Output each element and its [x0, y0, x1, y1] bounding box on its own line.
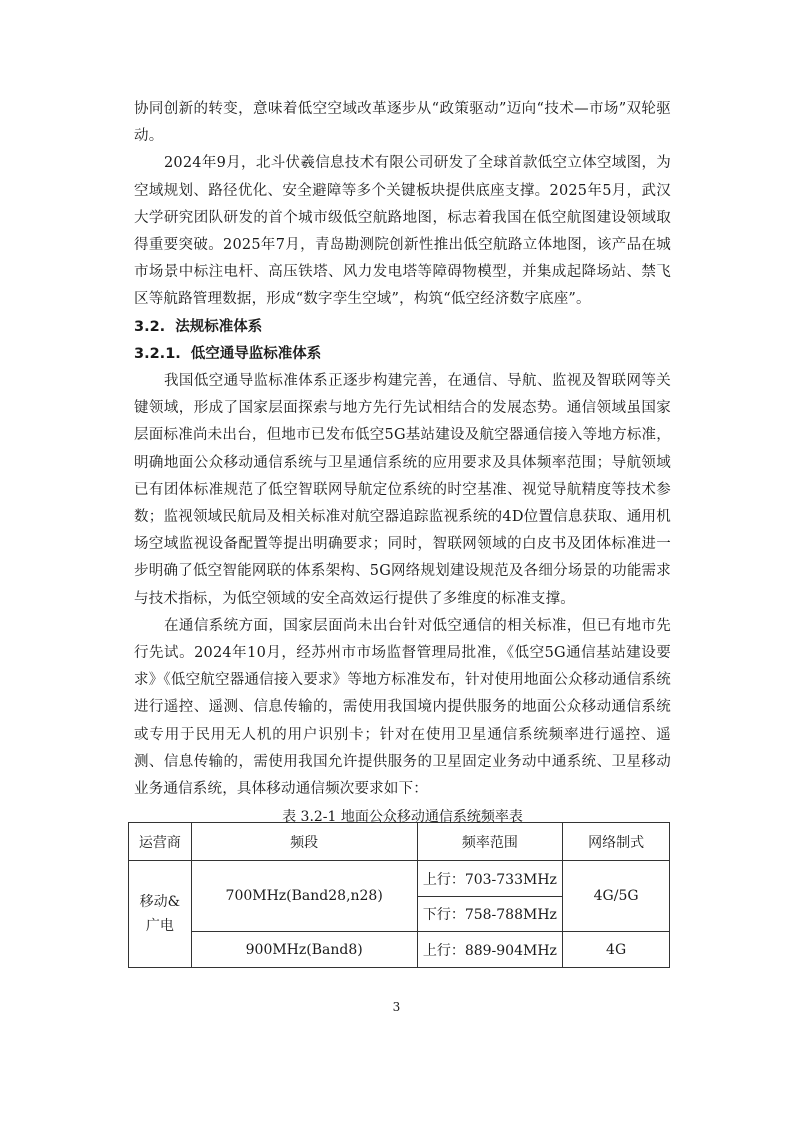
cell-band: 700MHz(Band28,n28) [191, 861, 417, 932]
cell-network: 4G [563, 932, 670, 968]
header-frequency-range: 频率范围 [417, 823, 563, 861]
header-network: 网络制式 [563, 823, 670, 861]
cell-range: 上行：889-904MHz [417, 932, 563, 968]
cell-operator: 移动&广电 [129, 861, 192, 968]
page-number: 3 [392, 1000, 401, 1014]
paragraph-continuation: 协同创新的转变，意味着低空空域改革逐步从“政策驱动”迈向“技术—市场”双轮驱动。 [134, 101, 671, 145]
table-header-row [129, 823, 670, 861]
table-row [129, 861, 670, 897]
section-heading-regulations [134, 314, 671, 341]
paragraph-airspace-maps: 2024年9月，北斗伏羲信息技术有限公司研发了全球首款低空立体空域图，为空域规划、路径优化、安全避障等多个关键板块提供底座支撑。2025年5月，武汉大学研究团队研发的首个城市级低空航路地图，标志着我国在低空航图建设领域取得重要突破。2025年7月，青岛勘测院创新性推出低空航路立体地图，该产品在城市场景中标注电杆、高压铁塔、风力发电塔等障碍物模型，并集成起降场站、禁飞区等航路管理数据，形成“数字孪生空域”，构筑“低空经济数字底座”。 [134, 155, 671, 308]
header-operator: 运营商 [129, 823, 192, 861]
section-title: 法规标准体系 [175, 318, 263, 335]
section-number: 3.2. [134, 318, 166, 335]
table-row [129, 932, 670, 968]
paragraph-standards-overview: 我国低空通导监标准体系正逐步构建完善，在通信、导航、监视及智联网等关键领域，形成了国家层面探索与地方先行先试相结合的发展态势。通信领域虽国家层面标准尚未出台，但地市已发布低空5G基站建设及航空器通信接入等地方标准，明确地面公众移动通信系统与卫星通信系统的应用要求及具体频率范围；导航领域已有团体标准规范了低空智联网导航定位系统的时空基准、视觉导航精度等技术参数；监视领域民航局及相关标准对航空器追踪监视系统的4D位置信息获取、通用机场空域监视设备配置等提出明确要求；同时，智联网领域的白皮书及团体标准进一步明确了低空智能网联的体系架构、5G网络规划建设规范及各细分场景的功能需求与技术指标，为低空领域的安全高效运行提供了多维度的标准支撑。 [134, 373, 671, 607]
subsection-heading-cns-standards [134, 341, 671, 368]
subsection-number: 3.2.1. [134, 345, 181, 362]
cell-network: 4G/5G [563, 861, 670, 932]
paragraph-communication-systems: 在通信系统方面，国家层面尚未出台针对低空通信的相关标准，但已有地市先行先试。2024年10月，经苏州市市场监督管理局批准，《低空5G通信基站建设要求》《低空航空器通信接入要求》等地方标准发布，针对使用地面公众移动通信系统进行遥控、遥测、信息传输的，需使用我国境内提供服务的地面公众移动通信系统或专用于民用无人机的用户识别卡；针对在使用卫星通信系统频率进行遥控、遥测、信息传输的，需使用我国允许提供服务的卫星固定业务动中通系统、卫星移动业务通信系统，具体移动通信频次要求如下： [134, 617, 671, 798]
subsection-title: 低空通导监标准体系 [190, 345, 322, 362]
frequency-table [128, 822, 670, 968]
table-caption: 表 3.2-1 地面公众移动通信系统频率表 [282, 809, 523, 826]
page-body [134, 96, 671, 832]
cell-range: 下行：758-788MHz [417, 897, 563, 932]
cell-band: 900MHz(Band8) [191, 932, 417, 968]
cell-range: 上行：703-733MHz [417, 861, 563, 897]
header-band: 频段 [191, 823, 417, 861]
